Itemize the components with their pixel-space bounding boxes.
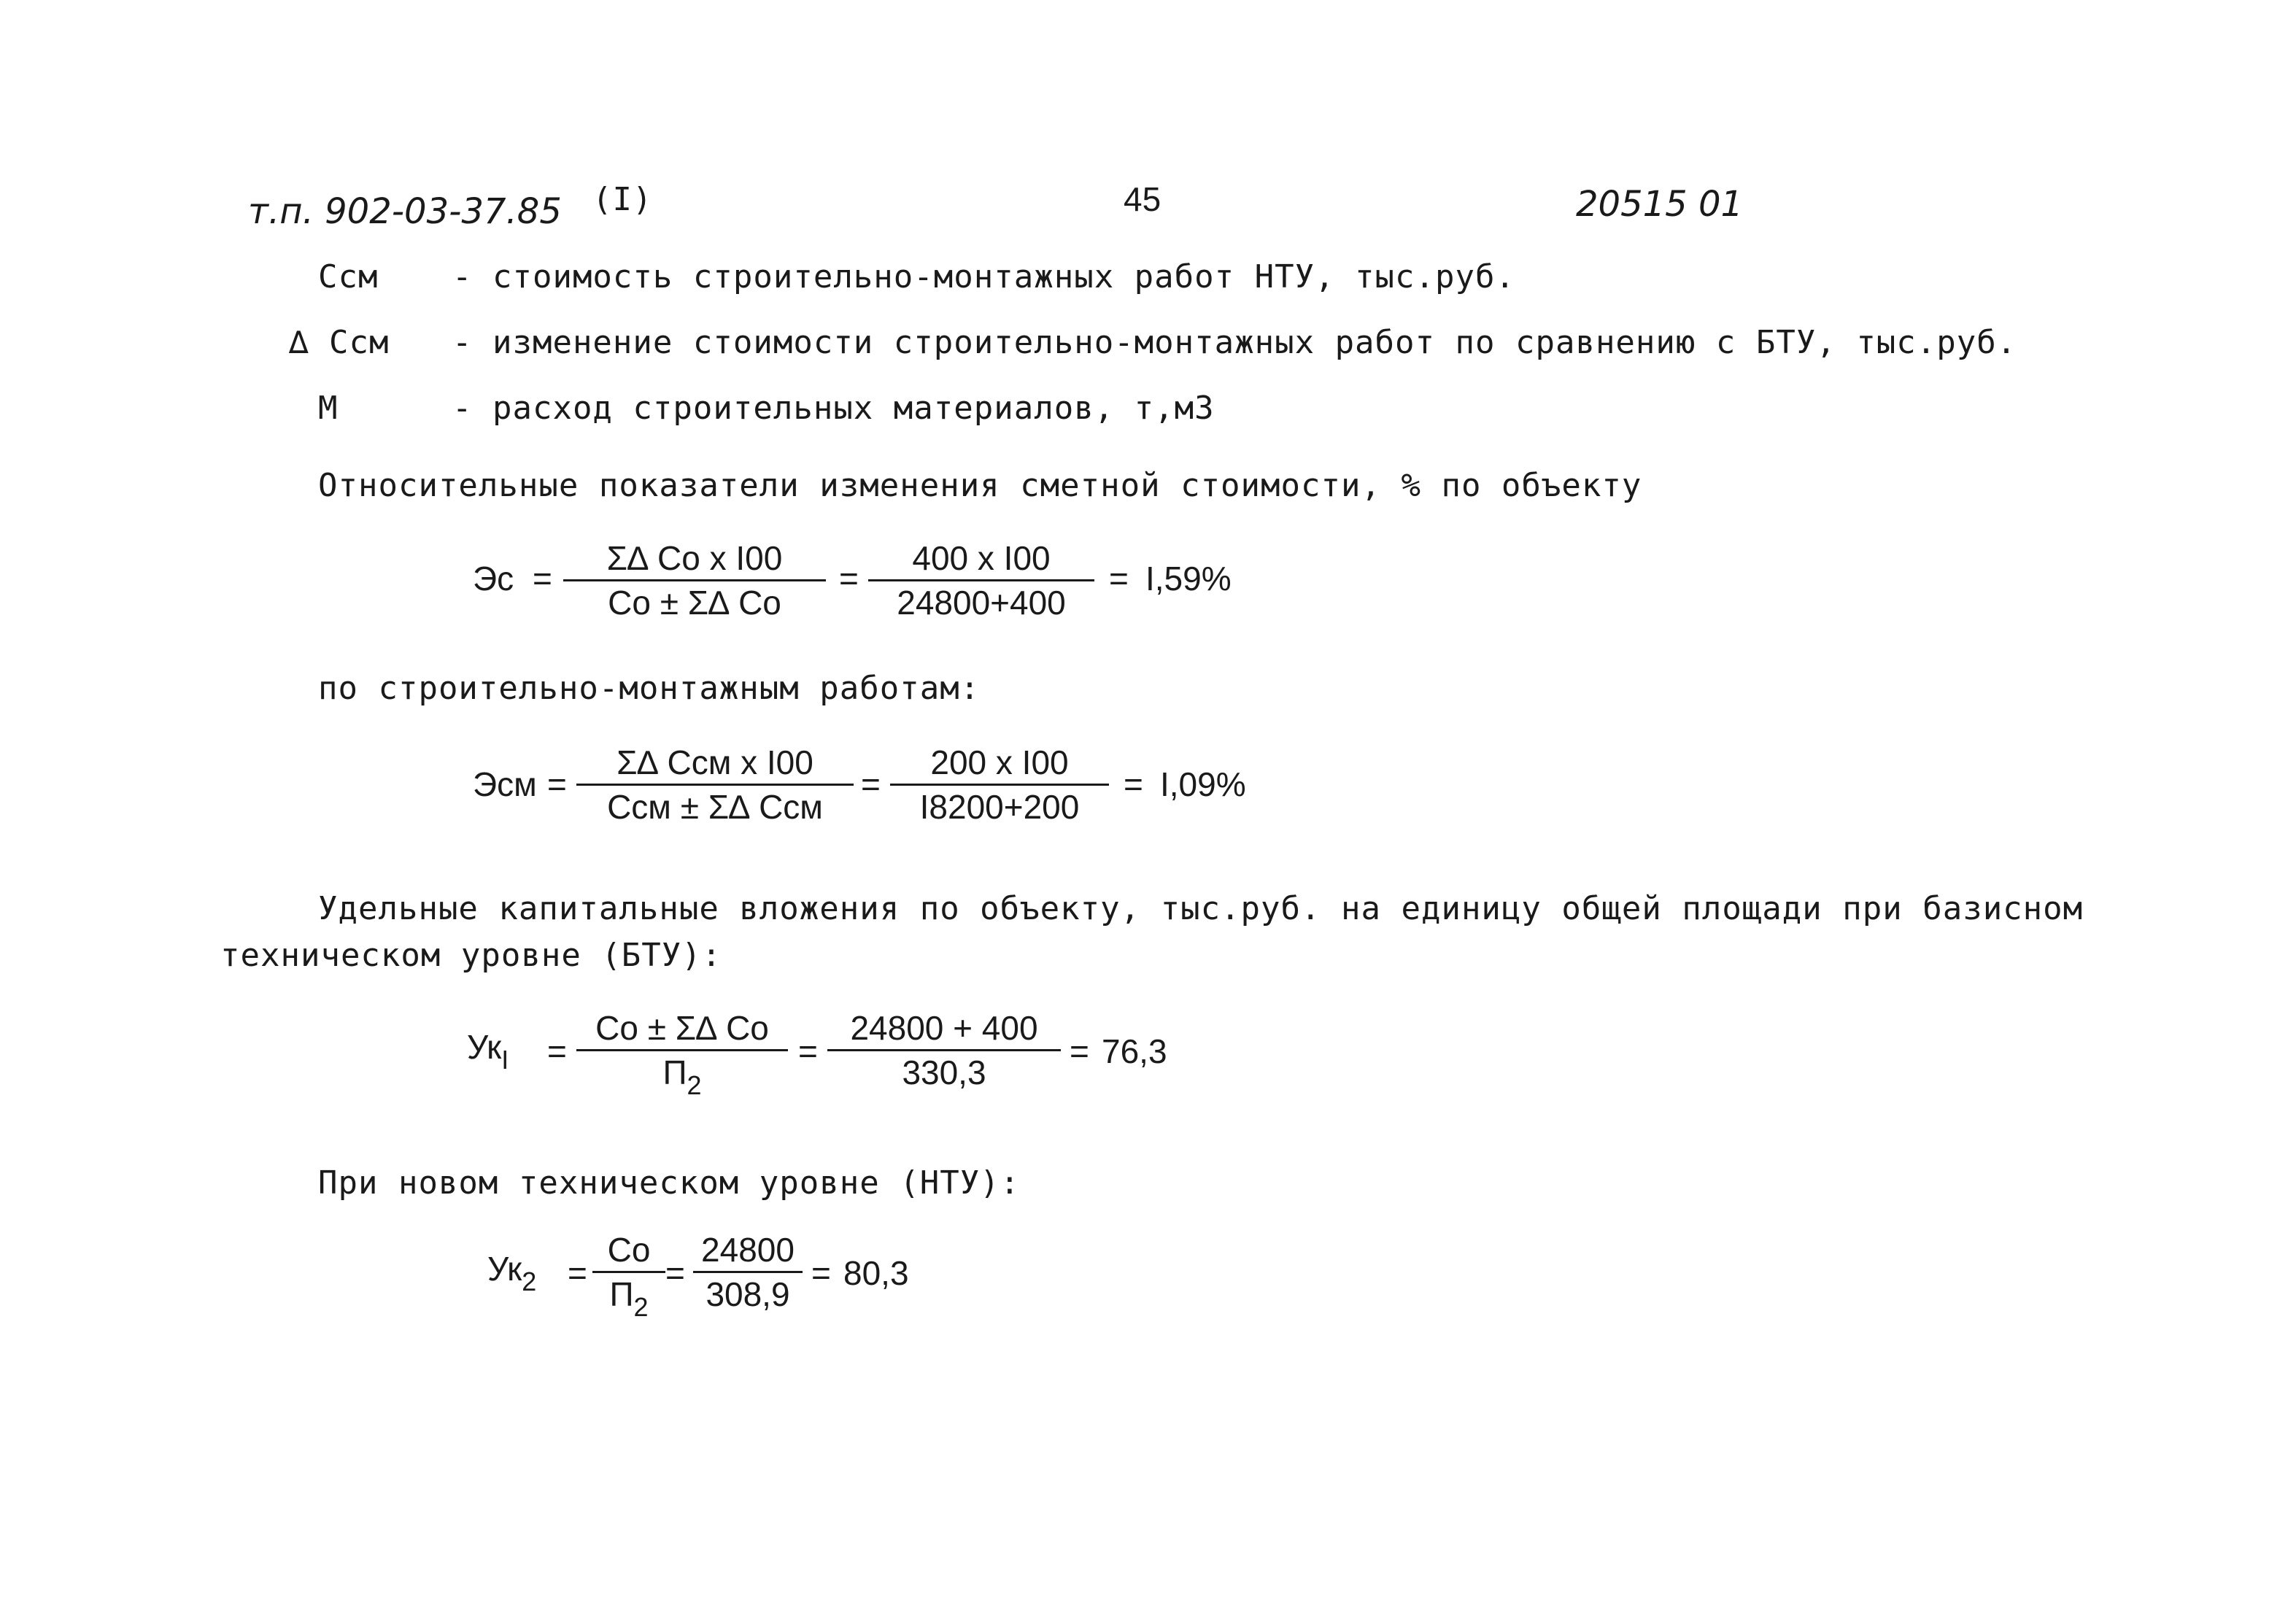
formula-result: I,59% xyxy=(1145,560,1232,598)
fraction-numerator: Σ∆ Со х I00 xyxy=(606,539,783,577)
fraction-denominator: 24800+400 xyxy=(897,584,1066,622)
equals-sign: = xyxy=(1124,765,1143,803)
equals-sign: = xyxy=(547,1032,567,1070)
paragraph-new-level: При новом техническом уровне (НТУ): xyxy=(318,1164,1021,1202)
fraction-numerator: Σ∆ Ссм х I00 xyxy=(616,743,813,781)
formula-lhs: $Ук_I$ xyxy=(467,1028,509,1075)
equals-sign: = xyxy=(568,1254,587,1292)
equals-sign: = xyxy=(811,1254,831,1292)
fraction xyxy=(827,1007,1061,1094)
fraction xyxy=(592,1229,665,1329)
fraction xyxy=(576,741,854,828)
formula-result: 76,3 xyxy=(1102,1032,1167,1070)
equals-sign: = xyxy=(798,1032,818,1070)
equals-sign: = xyxy=(1070,1032,1089,1070)
fraction-denominator: Ссм ± Σ∆ Ссм xyxy=(607,788,823,826)
formula-result: I,09% xyxy=(1160,765,1246,803)
fraction-numerator: 24800 xyxy=(701,1231,795,1269)
page-number: 45 xyxy=(1124,180,1161,218)
formula-lhs: Эсм xyxy=(473,765,537,803)
fraction-denominator: $П_2$ xyxy=(609,1275,649,1322)
fraction xyxy=(890,741,1109,828)
definition-term: ∆ Ссм xyxy=(289,324,390,361)
fraction-denominator: 330,3 xyxy=(902,1053,986,1091)
definition-term: М xyxy=(318,390,339,427)
paragraph-specific-investments: Удельные капитальные вложения по объекту, тыс.руб. на единицу общей площади при базисном xyxy=(318,890,2084,927)
fraction-denominator: 308,9 xyxy=(706,1275,790,1313)
fraction xyxy=(868,537,1094,624)
fraction-numerator: 200 х I00 xyxy=(930,743,1069,781)
equals-sign: = xyxy=(1109,560,1129,598)
formula-lhs: $Ук_2$ xyxy=(487,1250,537,1296)
document-code: 20515 01 xyxy=(1576,184,1744,225)
fraction xyxy=(693,1229,803,1315)
fraction-denominator: Со ± Σ∆ Со xyxy=(608,584,781,622)
definition-text: - стоимость строительно-монтажных работ НТУ, тыс.руб. xyxy=(452,258,1515,295)
paragraph-relative-indicators: Относительные показатели изменения сметной стоимости, % по объекту xyxy=(318,467,1642,504)
formula-lhs: Эс xyxy=(473,560,514,598)
equals-sign: = xyxy=(665,1254,685,1292)
series-code: т.п. 902-03-37.85 xyxy=(248,191,562,232)
paragraph-construction-works: по строительно-монтажным работам: xyxy=(318,670,981,707)
equals-sign: = xyxy=(839,560,859,598)
fraction xyxy=(563,537,826,624)
definition-text: - расход строительных материалов, т,м3 xyxy=(452,390,1215,427)
part-number: (I) xyxy=(592,181,653,218)
fraction-numerator: Со xyxy=(607,1231,651,1269)
equals-sign: = xyxy=(861,765,881,803)
equals-sign: = xyxy=(547,765,567,803)
fraction-denominator: $П_2$ xyxy=(662,1053,702,1100)
paragraph-specific-investments-cont: техническом уровне (БТУ): xyxy=(220,937,722,974)
fraction-denominator: I8200+200 xyxy=(919,788,1080,826)
fraction xyxy=(576,1007,788,1107)
fraction-numerator: 24800 + 400 xyxy=(850,1009,1038,1047)
fraction-numerator: Со ± Σ∆ Со xyxy=(595,1009,769,1047)
definition-text: - изменение стоимости строительно-монтажных работ по сравнению с БТУ, тыс.руб. xyxy=(452,324,2017,361)
formula-result: 80,3 xyxy=(843,1254,909,1292)
definition-term: Ссм xyxy=(318,258,379,295)
fraction-numerator: 400 х I00 xyxy=(912,539,1051,577)
equals-sign: = xyxy=(533,560,552,598)
